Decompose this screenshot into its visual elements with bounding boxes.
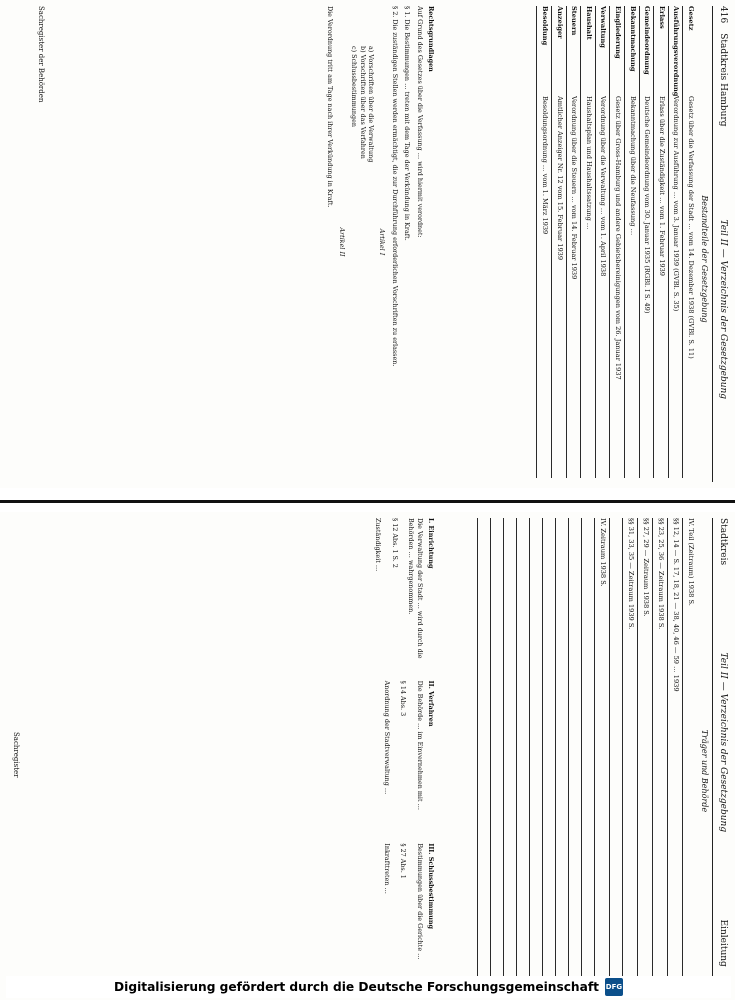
right-column-block: § 27 Abs. 1 xyxy=(399,843,408,879)
entry-text: Verordnung zur Ausführung … vom 3. Januar 1939 (GVBl. S. 35) xyxy=(672,96,681,312)
right-column-block: Die Verwaltung der Stadt … wird durch die Behörden … wahrgenommen. xyxy=(407,518,424,659)
right-column-title: I. Einrichtung xyxy=(427,518,435,569)
left-header xyxy=(715,6,731,482)
decree-article-heading: Artikel I xyxy=(378,228,387,256)
right-column-block: Die Behörde … im Einvernehmen mit … xyxy=(415,680,424,810)
right-line-blank xyxy=(490,518,503,990)
decree-paragraph: § 1. Die Bestimmungen … treten mit dem Tage der Verkündung in Kraft. xyxy=(403,6,412,241)
decree-article-heading-2: Artikel II xyxy=(337,227,346,257)
entry-label: Ausführungsverordnung xyxy=(672,6,681,97)
dfg-banner-text: Digitalisierung gefördert durch die Deutsche Forschungsgemeinschaft xyxy=(114,980,599,994)
left-page-number: 416 xyxy=(718,6,728,24)
right-columns xyxy=(366,518,435,990)
dfg-logo-icon: DFG xyxy=(605,978,623,996)
right-column-title: III. Schlussbestimmung xyxy=(427,843,435,929)
right-header-right: Einleitung xyxy=(718,919,728,967)
entry-row xyxy=(551,6,566,478)
right-column xyxy=(366,843,435,990)
entry-label: Haushalt xyxy=(584,6,593,40)
entry-row xyxy=(682,6,697,478)
right-line-blank xyxy=(568,518,581,990)
entry-row xyxy=(624,6,639,478)
right-line: IV. Teil (Zeitraum) 1938 S. xyxy=(682,518,697,990)
right-column-block: § 12 Abs. 1 S. 2 xyxy=(390,518,399,568)
right-column-block: Inkrafttreten … xyxy=(382,843,391,894)
right-line: IV. Zeitraum 1938 S. xyxy=(594,518,609,990)
entry-label: Gemeindeordnung xyxy=(643,6,652,75)
right-column xyxy=(366,681,435,828)
entry-text: Verordnung über die Verwaltung … vom 1. April 1938 xyxy=(599,96,608,277)
right-subtitle: Träger und Behörde xyxy=(700,729,709,813)
dfg-funding-banner xyxy=(6,976,731,998)
decree-section xyxy=(322,6,435,478)
entry-text: Haushaltsplan und Haushaltssatzung … xyxy=(584,96,593,230)
right-line: §§ 27, 29 — Zeitraum 1938 S. xyxy=(637,518,652,990)
entry-row xyxy=(639,6,654,478)
entry-text: Bekanntmachung über die Neufassung … xyxy=(628,96,637,236)
decree-list-item: c) Schlussbestimmungen xyxy=(350,46,359,128)
left-running-title: Teil II — Verzeichnis der Gesetzgebung xyxy=(718,219,728,400)
right-header-rule xyxy=(712,518,713,994)
entry-text: Deutsche Gemeindeordnung vom 30. Januar 1935 (RGBl. I S. 49) xyxy=(643,96,652,314)
left-subtitle: Bestandteile der Gesetzgebung xyxy=(700,195,709,323)
right-line-blank xyxy=(609,518,622,990)
right-column-block: Anordnung der Stadtverwaltung … xyxy=(382,680,391,795)
decree-label: Rechtsgrundlagen xyxy=(427,6,435,72)
right-header xyxy=(715,518,731,994)
right-line-blank xyxy=(542,518,555,990)
right-page xyxy=(0,512,735,1000)
right-running-title: Teil II — Verzeichnis der Gesetzgebung xyxy=(718,652,728,833)
right-line-blank xyxy=(555,518,568,990)
decree-list xyxy=(350,6,375,478)
entry-text: Verordnung über die Steuern … vom 14. Februar 1939 xyxy=(570,96,579,280)
right-line: §§ 12, 14 — S. 17, 18, 21 — 38, 40, 46 — 59 … 1939 xyxy=(667,518,682,990)
right-line-blank xyxy=(529,518,542,990)
right-column-title: II. Verfahren xyxy=(427,680,435,727)
entry-label: Bekanntmachung xyxy=(628,6,637,72)
right-column-block: Bestimmungen über die Gerichte … xyxy=(415,843,424,960)
entry-row xyxy=(595,6,610,478)
entry-text: Besoldungsordnung … vom 1. März 1939 xyxy=(541,96,550,235)
left-header-left: Stadtkreis Hamburg xyxy=(718,33,728,127)
right-line-blank xyxy=(581,518,594,990)
entry-row xyxy=(609,6,624,478)
right-column-block: Zuständigkeit … xyxy=(374,518,383,572)
right-line-blank xyxy=(503,518,516,990)
decree-list-item: b) Vorschriften über das Verfahren xyxy=(358,46,367,159)
right-lines xyxy=(477,518,697,990)
decree-paragraph: Auf Grund des Gesetzes über die Verfassung … wird hiermit verordnet: xyxy=(415,6,424,238)
entry-label: Eingliederung xyxy=(614,6,623,59)
decree-closing: Die Verordnung tritt am Tage nach ihrer Verkündung in Kraft. xyxy=(326,6,335,208)
entry-label: Anzeiger xyxy=(555,6,564,39)
right-line-blank xyxy=(477,518,490,990)
entry-text: Amtlicher Anzeiger Nr. 12 vom 15. Februar 1939 xyxy=(555,96,564,261)
gutter-line xyxy=(0,500,735,503)
right-column xyxy=(366,518,435,665)
entry-label: Verwaltung xyxy=(599,6,608,48)
decree-list-item: a) Vorschriften über die Verwaltung xyxy=(366,46,375,163)
entry-label: Besoldung xyxy=(541,6,550,46)
entry-row xyxy=(580,6,595,478)
left-entries xyxy=(536,6,697,478)
entry-label: Gesetz xyxy=(687,6,695,31)
entry-text: Gesetz über Gross-Hamburg und andere Gebietsbereinigungen vom 26. Januar 1937 xyxy=(614,96,623,380)
right-folio: Sachregister xyxy=(12,732,20,778)
right-line: §§ 31, 33, 35 — Zeitraum 1939 S. xyxy=(622,518,637,990)
entry-row xyxy=(566,6,581,478)
right-header-left: Stadtkreis xyxy=(718,518,728,566)
entry-row xyxy=(653,6,668,478)
right-column-block: § 14 Abs. 3 xyxy=(399,680,408,717)
entry-label: Steuern xyxy=(570,6,579,36)
right-line: §§ 23, 25, 36 — Zeitraum 1938 S. xyxy=(652,518,667,990)
right-line-blank xyxy=(516,518,529,990)
entry-label: Erlass xyxy=(657,6,666,29)
left-bottom-note: Sachregister der Behörden xyxy=(37,6,45,103)
entry-text: Erlass über die Zuständigkeit … vom 1. Februar 1939 xyxy=(657,96,666,276)
entry-row xyxy=(536,6,551,478)
left-header-rule xyxy=(712,6,713,482)
decree-paragraph: § 2. Die zuständigen Stellen werden ermächtigt, die zur Durchführung erforderlichen Vorschriften zu erlassen. xyxy=(390,6,399,367)
entry-row xyxy=(668,6,683,478)
left-page xyxy=(0,0,735,488)
entry-text: Gesetz über die Verfassung der Stadt … vom 14. Dezember 1938 (GVBl. S. 11) xyxy=(687,96,695,359)
